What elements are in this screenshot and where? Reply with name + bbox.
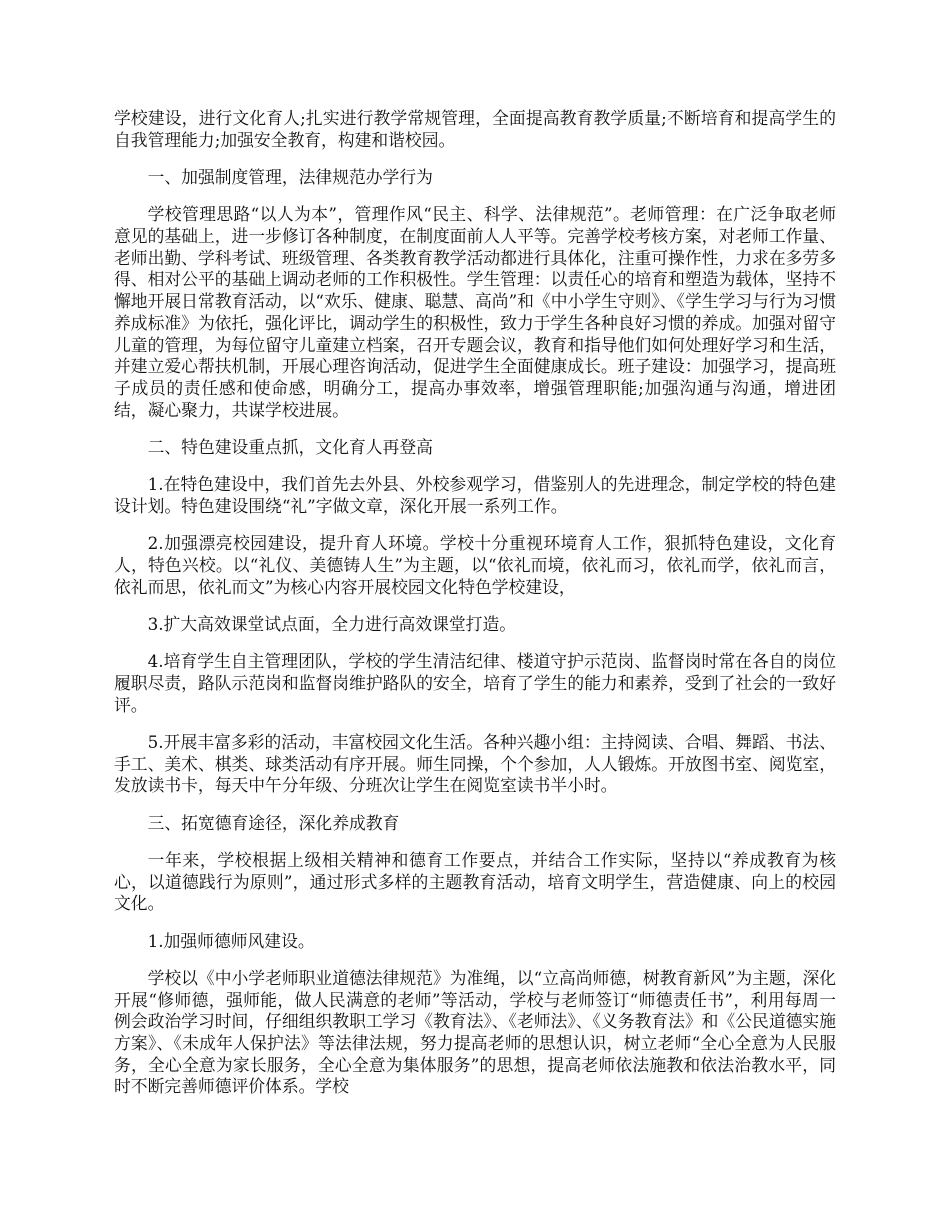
body-paragraph: 学校管理思路“以人为本”，管理作风“民主、科学、法律规范”。老师管理：在广泛争取老师意见的基础上，进一步修订各种制度，在制度面前人人平等。完善学校考核方案，对老师工作量、老师出勤、学科考试、班级管理、各类教育教学活动都进行具体化，注重可操作性，力求在多劳多得、相对公平的基础上调动老师的工作积极性。学生管理：以责任心的培育和塑造为载体，坚持不懈地开展日常教育活动，以“欢乐、健康、聪慧、高尚”和《中小学生守则》、《学生学习与行为习惯养成标准》为依托，强化评比，调动学生的积极性，致力于学生各种良好习惯的养成。加强对留守儿童的管理，为每位留守儿童建立档案，召开专题会议，教育和指导他们如何处理好学习和生活，并建立爱心帮扶机制，开展心理咨询活动，促进学生全面健康成长。班子建设：加强学习，提高班子成员的责任感和使命感，明确分工，提高办事效率，增强管理职能;加强沟通与沟通，增进团结，凝心聚力，共谋学校进展。	[114, 204, 836, 420]
list-item: 5.开展丰富多彩的活动，丰富校园文化生活。各种兴趣小组：主持阅读、合唱、舞蹈、书法、手工、美术、棋类、球类活动有序开展。师生同操，个个参加，人人锻炼。开放图书室、阅览室，发放读书卡，每天中午分年级、分班次让学生在阅览室读书半小时。	[114, 731, 836, 796]
body-paragraph: 一年来，学校根据上级相关精神和德育工作要点，并结合工作实际，坚持以“养成教育为核心，以道德践行为原则”，通过形式多样的主题教育活动，培育文明学生，营造健康、向上的校园文化。	[114, 849, 836, 914]
document-page	[114, 108, 836, 1114]
body-paragraph: 学校建设，进行文化育人;扎实进行教学常规管理，全面提高教育教学质量;不断培育和提高学生的自我管理能力;加强安全教育，构建和谐校园。	[114, 108, 836, 150]
section-heading: 二、特色建设重点抓，文化育人再登高	[147, 436, 433, 457]
list-item: 4.培育学生自主管理团队，学校的学生清洁纪律、楼道守护示范岗、监督岗时常在各自的岗位履职尽责，路队示范岗和监督岗维护路队的安全，培育了学生的能力和素养，受到了社会的一致好评。	[114, 651, 836, 715]
list-item: 1.加强师德师风建设。	[147, 930, 315, 951]
list-item: 3.扩大高效课堂试点面，全力进行高效课堂打造。	[147, 613, 517, 634]
list-item: 2.加强漂亮校园建设，提升育人环境。学校十分重视环境育人工作，狠抓特色建设，文化育人，特色兴校。以“礼仪、美德铸人生”为主题，以“依礼而境，依礼而习，依礼而学，依礼而言，依礼而思，依礼而文”为核心内容开展校园文化特色学校建设，	[114, 533, 836, 597]
body-paragraph: 学校以《中小学老师职业道德法律规范》为准绳，以“立高尚师德，树教育新风”为主题，深化开展“修师德，强师能，做人民满意的老师”等活动，学校与老师签订“师德责任书”，利用每周一例会政治学习时间，仔细组织教职工学习《教育法》、《老师法》、《义务教育法》和《公民道德实施方案》、《未成年人保护法》等法律法规，努力提高老师的思想认识，树立老师“全心全意为人民服务，全心全意为家长服务，全心全意为集体服务”的思想，提高老师依法施教和依法治教水平，同时不断完善师德评价体系。学校	[114, 967, 837, 1097]
section-heading: 三、拓宽德育途径，深化养成教育	[147, 812, 400, 833]
section-heading: 一、加强制度管理，法律规范办学行为	[147, 167, 433, 187]
list-item: 1.在特色建设中，我们首先去外县、外校参观学习，借鉴别人的先进理念，制定学校的特色建设计划。特色建设围绕“礼”字做文章，深化开展一系列工作。	[114, 474, 836, 516]
